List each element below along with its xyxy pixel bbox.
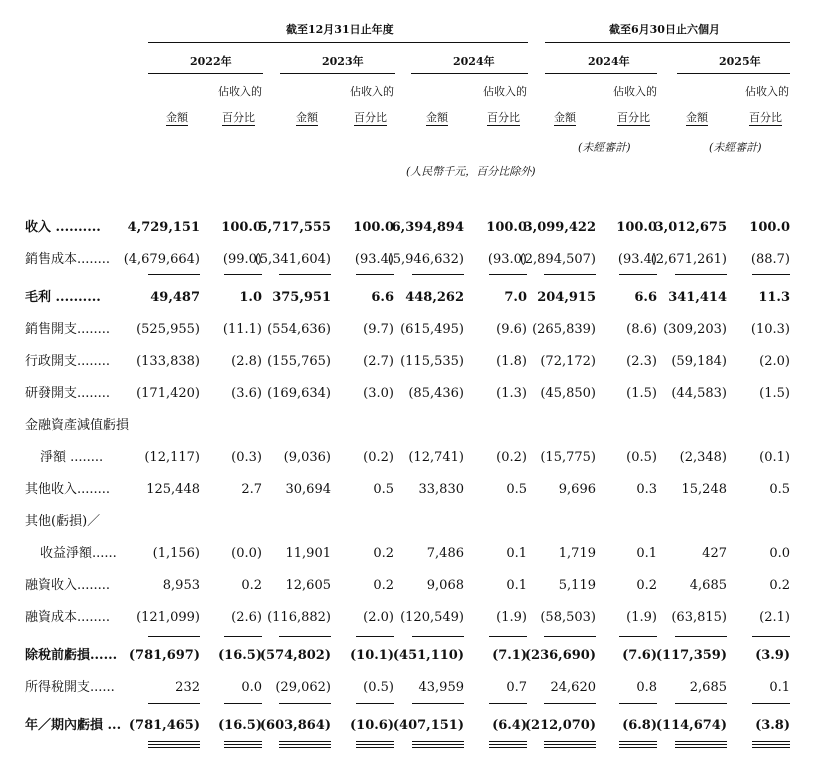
cell-percent: 0.5 [373, 482, 394, 497]
cell-percent: (1.5) [759, 386, 790, 401]
cell-amount: (169,634) [267, 386, 331, 401]
cell-amount: (525,955) [136, 322, 200, 337]
double-rule [544, 741, 596, 745]
col-header-percent-line2: 百分比 [617, 111, 650, 124]
row-label: 所得稅開支...... [25, 680, 115, 695]
col-header-percent-line1: 佔收入的 [350, 85, 394, 98]
col-header-percent-line2: 百分比 [749, 111, 782, 124]
cell-amount: (155,765) [267, 354, 331, 369]
group-rule-half [545, 42, 790, 43]
cell-amount: (554,636) [267, 322, 331, 337]
cell-amount: (5,341,604) [254, 252, 331, 267]
cell-amount: 15,248 [681, 482, 727, 497]
subtotal-rule [489, 747, 527, 748]
cell-percent: (11.1) [222, 322, 262, 337]
cell-amount: 125,448 [146, 482, 200, 497]
row-label: 銷售開支........ [25, 322, 111, 337]
cell-percent: 0.1 [769, 680, 790, 695]
cell-percent: 6.6 [371, 290, 394, 305]
cell-amount: 375,951 [272, 290, 331, 305]
subtotal-rule [279, 747, 331, 748]
cell-amount: (58,503) [540, 610, 596, 625]
unaudited-note-2025: (未經審計) [709, 141, 762, 154]
period-rule-2025-h1 [677, 73, 790, 74]
cell-amount: 232 [175, 680, 200, 695]
period-2025-h1: 2025年 [719, 55, 761, 68]
cell-amount: 9,696 [558, 482, 596, 497]
cell-amount: (407,151) [392, 718, 464, 733]
subtotal-rule [619, 274, 657, 275]
double-rule [148, 741, 200, 745]
cell-percent: 0.8 [636, 680, 657, 695]
cell-percent: (7.1) [492, 648, 527, 663]
period-rule-2023 [280, 73, 395, 74]
subtotal-rule [675, 747, 727, 748]
cell-percent: (3.8) [755, 718, 790, 733]
cell-percent: (93.4) [354, 252, 394, 267]
cell-amount: 11,901 [285, 546, 331, 561]
cell-amount: 341,414 [668, 290, 727, 305]
cell-percent: (6.8) [622, 718, 657, 733]
subtotal-rule [619, 703, 657, 704]
cell-percent: (2.6) [231, 610, 262, 625]
cell-percent: (10.1) [350, 648, 394, 663]
cell-percent: (99.0) [222, 252, 262, 267]
cell-percent: 100.0 [353, 220, 394, 235]
cell-amount: (603,864) [259, 718, 331, 733]
col-header-percent-line2: 百分比 [487, 111, 520, 124]
cell-amount: (29,062) [275, 680, 331, 695]
cell-amount: (4,679,664) [123, 252, 200, 267]
cell-amount: (44,583) [671, 386, 727, 401]
cell-amount: 4,729,151 [127, 220, 200, 235]
cell-amount: (72,172) [540, 354, 596, 369]
period-2022: 2022年 [190, 55, 232, 68]
row-label: 淨額 ........ [40, 450, 104, 465]
subtotal-rule [544, 274, 596, 275]
cell-percent: (3.9) [755, 648, 790, 663]
cell-amount: 204,915 [537, 290, 596, 305]
cell-amount: (12,117) [144, 450, 200, 465]
cell-percent: (10.3) [750, 322, 790, 337]
subtotal-rule [752, 703, 790, 704]
cell-percent: 0.1 [506, 578, 527, 593]
double-rule [412, 741, 464, 745]
cell-percent: (1.5) [626, 386, 657, 401]
cell-percent: 0.1 [636, 546, 657, 561]
cell-amount: (9,036) [283, 450, 331, 465]
cell-amount: 8,953 [162, 578, 200, 593]
period-2024-h1: 2024年 [588, 55, 630, 68]
cell-amount: (309,203) [663, 322, 727, 337]
cell-percent: (93.4) [617, 252, 657, 267]
subtotal-rule [148, 636, 200, 637]
cell-amount: 7,486 [426, 546, 464, 561]
subtotal-rule [619, 636, 657, 637]
group-header-half: 截至6月30日止六個月 [609, 23, 720, 36]
cell-percent: (16.5) [218, 648, 262, 663]
col-header-amount: 金額 [554, 111, 576, 124]
col-header-amount: 金額 [686, 111, 708, 124]
cell-percent: (0.2) [496, 450, 527, 465]
cell-percent: (1.9) [626, 610, 657, 625]
cell-percent: 100.0 [749, 220, 790, 235]
row-label: 年／期內虧損 ... [25, 718, 122, 733]
row-label: 金融資產減值虧損 [25, 418, 130, 433]
cell-percent: (3.6) [231, 386, 262, 401]
cell-percent: 100.0 [616, 220, 657, 235]
cell-amount: (265,839) [532, 322, 596, 337]
cell-percent: 6.6 [634, 290, 657, 305]
subtotal-rule [544, 747, 596, 748]
subtotal-rule [279, 636, 331, 637]
cell-percent: 0.2 [636, 578, 657, 593]
subtotal-rule [752, 747, 790, 748]
unit-note: (人民幣千元，百分比除外) [406, 165, 536, 178]
group-rule-year [148, 42, 528, 43]
col-header-percent-line1: 佔收入的 [613, 85, 657, 98]
period-rule-2024-h1 [545, 73, 657, 74]
cell-percent: (2.7) [363, 354, 394, 369]
cell-amount: 6,394,894 [391, 220, 464, 235]
cell-amount: 43,959 [418, 680, 464, 695]
cell-percent: 0.2 [241, 578, 262, 593]
subtotal-rule [489, 274, 527, 275]
subtotal-rule [356, 747, 394, 748]
col-header-percent-line1: 佔收入的 [745, 85, 789, 98]
col-header-percent-line1: 佔收入的 [483, 85, 527, 98]
double-rule [224, 741, 262, 745]
cell-percent: (0.1) [759, 450, 790, 465]
cell-percent: (2.0) [759, 354, 790, 369]
cell-amount: (121,099) [136, 610, 200, 625]
subtotal-rule [675, 636, 727, 637]
cell-amount: (171,420) [136, 386, 200, 401]
cell-percent: (8.6) [626, 322, 657, 337]
cell-amount: (115,535) [400, 354, 464, 369]
cell-amount: (116,882) [267, 610, 331, 625]
period-rule-2022 [148, 73, 263, 74]
cell-percent: (0.5) [363, 680, 394, 695]
row-label: 銷售成本........ [25, 252, 111, 267]
cell-percent: (10.6) [350, 718, 394, 733]
cell-percent: (1.9) [496, 610, 527, 625]
cell-percent: 100.0 [221, 220, 262, 235]
subtotal-rule [279, 274, 331, 275]
cell-amount: (212,070) [524, 718, 596, 733]
subtotal-rule [675, 703, 727, 704]
cell-percent: 0.5 [769, 482, 790, 497]
subtotal-rule [675, 274, 727, 275]
cell-percent: (2.8) [231, 354, 262, 369]
cell-amount: 3,099,422 [523, 220, 596, 235]
cell-percent: 0.2 [373, 578, 394, 593]
cell-percent: (1.8) [496, 354, 527, 369]
cell-amount: 1,719 [558, 546, 596, 561]
row-label: 研發開支........ [25, 386, 111, 401]
col-header-percent-line2: 百分比 [354, 111, 387, 124]
cell-amount: (59,184) [671, 354, 727, 369]
subtotal-rule [356, 636, 394, 637]
cell-amount: 12,605 [285, 578, 331, 593]
row-label: 行政開支........ [25, 354, 111, 369]
row-label: 除稅前虧損...... [25, 648, 118, 663]
cell-percent: 0.3 [636, 482, 657, 497]
cell-amount: 4,685 [689, 578, 727, 593]
row-label: 收入 .......... [25, 220, 101, 235]
cell-percent: (7.6) [622, 648, 657, 663]
cell-percent: 11.3 [758, 290, 790, 305]
cell-percent: (2.1) [759, 610, 790, 625]
cell-percent: (2.3) [626, 354, 657, 369]
cell-percent: (16.5) [218, 718, 262, 733]
period-2024: 2024年 [453, 55, 495, 68]
cell-amount: 427 [702, 546, 727, 561]
cell-amount: (615,495) [400, 322, 464, 337]
cell-amount: (85,436) [408, 386, 464, 401]
cell-percent: (0.2) [363, 450, 394, 465]
cell-amount: (574,802) [259, 648, 331, 663]
cell-amount: 49,487 [150, 290, 200, 305]
cell-percent: 0.5 [506, 482, 527, 497]
subtotal-rule [224, 747, 262, 748]
cell-amount: (117,359) [655, 648, 727, 663]
subtotal-rule [412, 703, 464, 704]
unaudited-note-2024: (未經審計) [578, 141, 631, 154]
cell-amount: (45,850) [540, 386, 596, 401]
cell-amount: 5,119 [558, 578, 596, 593]
cell-percent: (88.7) [750, 252, 790, 267]
period-rule-2024 [411, 73, 528, 74]
cell-percent: (0.3) [231, 450, 262, 465]
cell-amount: (781,697) [128, 648, 200, 663]
subtotal-rule [412, 274, 464, 275]
col-header-percent-line2: 百分比 [222, 111, 255, 124]
subtotal-rule [489, 703, 527, 704]
cell-percent: 0.2 [373, 546, 394, 561]
cell-amount: 33,830 [418, 482, 464, 497]
cell-percent: 0.0 [241, 680, 262, 695]
col-header-amount: 金額 [166, 111, 188, 124]
subtotal-rule [544, 703, 596, 704]
cell-percent: 100.0 [486, 220, 527, 235]
cell-percent: (0.5) [626, 450, 657, 465]
subtotal-rule [224, 636, 262, 637]
cell-percent: (9.7) [363, 322, 394, 337]
subtotal-rule [224, 703, 262, 704]
cell-amount: (63,815) [671, 610, 727, 625]
row-label: 收益淨額...... [40, 546, 117, 561]
subtotal-rule [752, 274, 790, 275]
cell-percent: 2.7 [241, 482, 262, 497]
cell-amount: (1,156) [152, 546, 200, 561]
cell-percent: 0.2 [769, 578, 790, 593]
cell-percent: 1.0 [239, 290, 262, 305]
cell-percent: 7.0 [504, 290, 527, 305]
double-rule [489, 741, 527, 745]
row-label: 毛利 .......... [25, 290, 101, 305]
subtotal-rule [489, 636, 527, 637]
row-label: 融資收入........ [25, 578, 111, 593]
subtotal-rule [619, 747, 657, 748]
col-header-amount: 金額 [426, 111, 448, 124]
cell-amount: (120,549) [400, 610, 464, 625]
subtotal-rule [752, 636, 790, 637]
cell-amount: (5,946,632) [387, 252, 464, 267]
cell-amount: 30,694 [285, 482, 331, 497]
subtotal-rule [412, 747, 464, 748]
subtotal-rule [224, 274, 262, 275]
cell-amount: (451,110) [392, 648, 464, 663]
cell-amount: 5,717,555 [258, 220, 331, 235]
cell-percent: (9.6) [496, 322, 527, 337]
cell-percent: (6.4) [492, 718, 527, 733]
cell-percent: (3.0) [363, 386, 394, 401]
cell-amount: (2,348) [679, 450, 727, 465]
col-header-percent-line1: 佔收入的 [218, 85, 262, 98]
subtotal-rule [148, 747, 200, 748]
cell-amount: (2,671,261) [650, 252, 727, 267]
subtotal-rule [412, 636, 464, 637]
subtotal-rule [356, 703, 394, 704]
cell-amount: (236,690) [524, 648, 596, 663]
double-rule [356, 741, 394, 745]
cell-percent: (0.0) [231, 546, 262, 561]
double-rule [279, 741, 331, 745]
row-label: 融資成本........ [25, 610, 111, 625]
period-2023: 2023年 [322, 55, 364, 68]
double-rule [619, 741, 657, 745]
cell-amount: 448,262 [405, 290, 464, 305]
double-rule [752, 741, 790, 745]
cell-amount: 2,685 [689, 680, 727, 695]
double-rule [675, 741, 727, 745]
cell-amount: (12,741) [408, 450, 464, 465]
cell-percent: 0.0 [769, 546, 790, 561]
cell-amount: (114,674) [655, 718, 727, 733]
cell-amount: 24,620 [550, 680, 596, 695]
cell-amount: 9,068 [426, 578, 464, 593]
cell-percent: 0.1 [506, 546, 527, 561]
row-label: 其他(虧損)／ [25, 514, 101, 529]
cell-percent: (93.0) [487, 252, 527, 267]
cell-percent: (1.3) [496, 386, 527, 401]
cell-amount: 3,012,675 [654, 220, 727, 235]
subtotal-rule [356, 274, 394, 275]
subtotal-rule [148, 274, 200, 275]
cell-amount: (133,838) [136, 354, 200, 369]
group-header-year: 截至12月31日止年度 [286, 23, 394, 36]
cell-amount: (15,775) [540, 450, 596, 465]
cell-amount: (2,894,507) [519, 252, 596, 267]
row-label: 其他收入........ [25, 482, 111, 497]
cell-amount: (781,465) [128, 718, 200, 733]
cell-percent: 0.7 [506, 680, 527, 695]
col-header-amount: 金額 [296, 111, 318, 124]
subtotal-rule [544, 636, 596, 637]
subtotal-rule [279, 703, 331, 704]
subtotal-rule [148, 703, 200, 704]
cell-percent: (2.0) [363, 610, 394, 625]
